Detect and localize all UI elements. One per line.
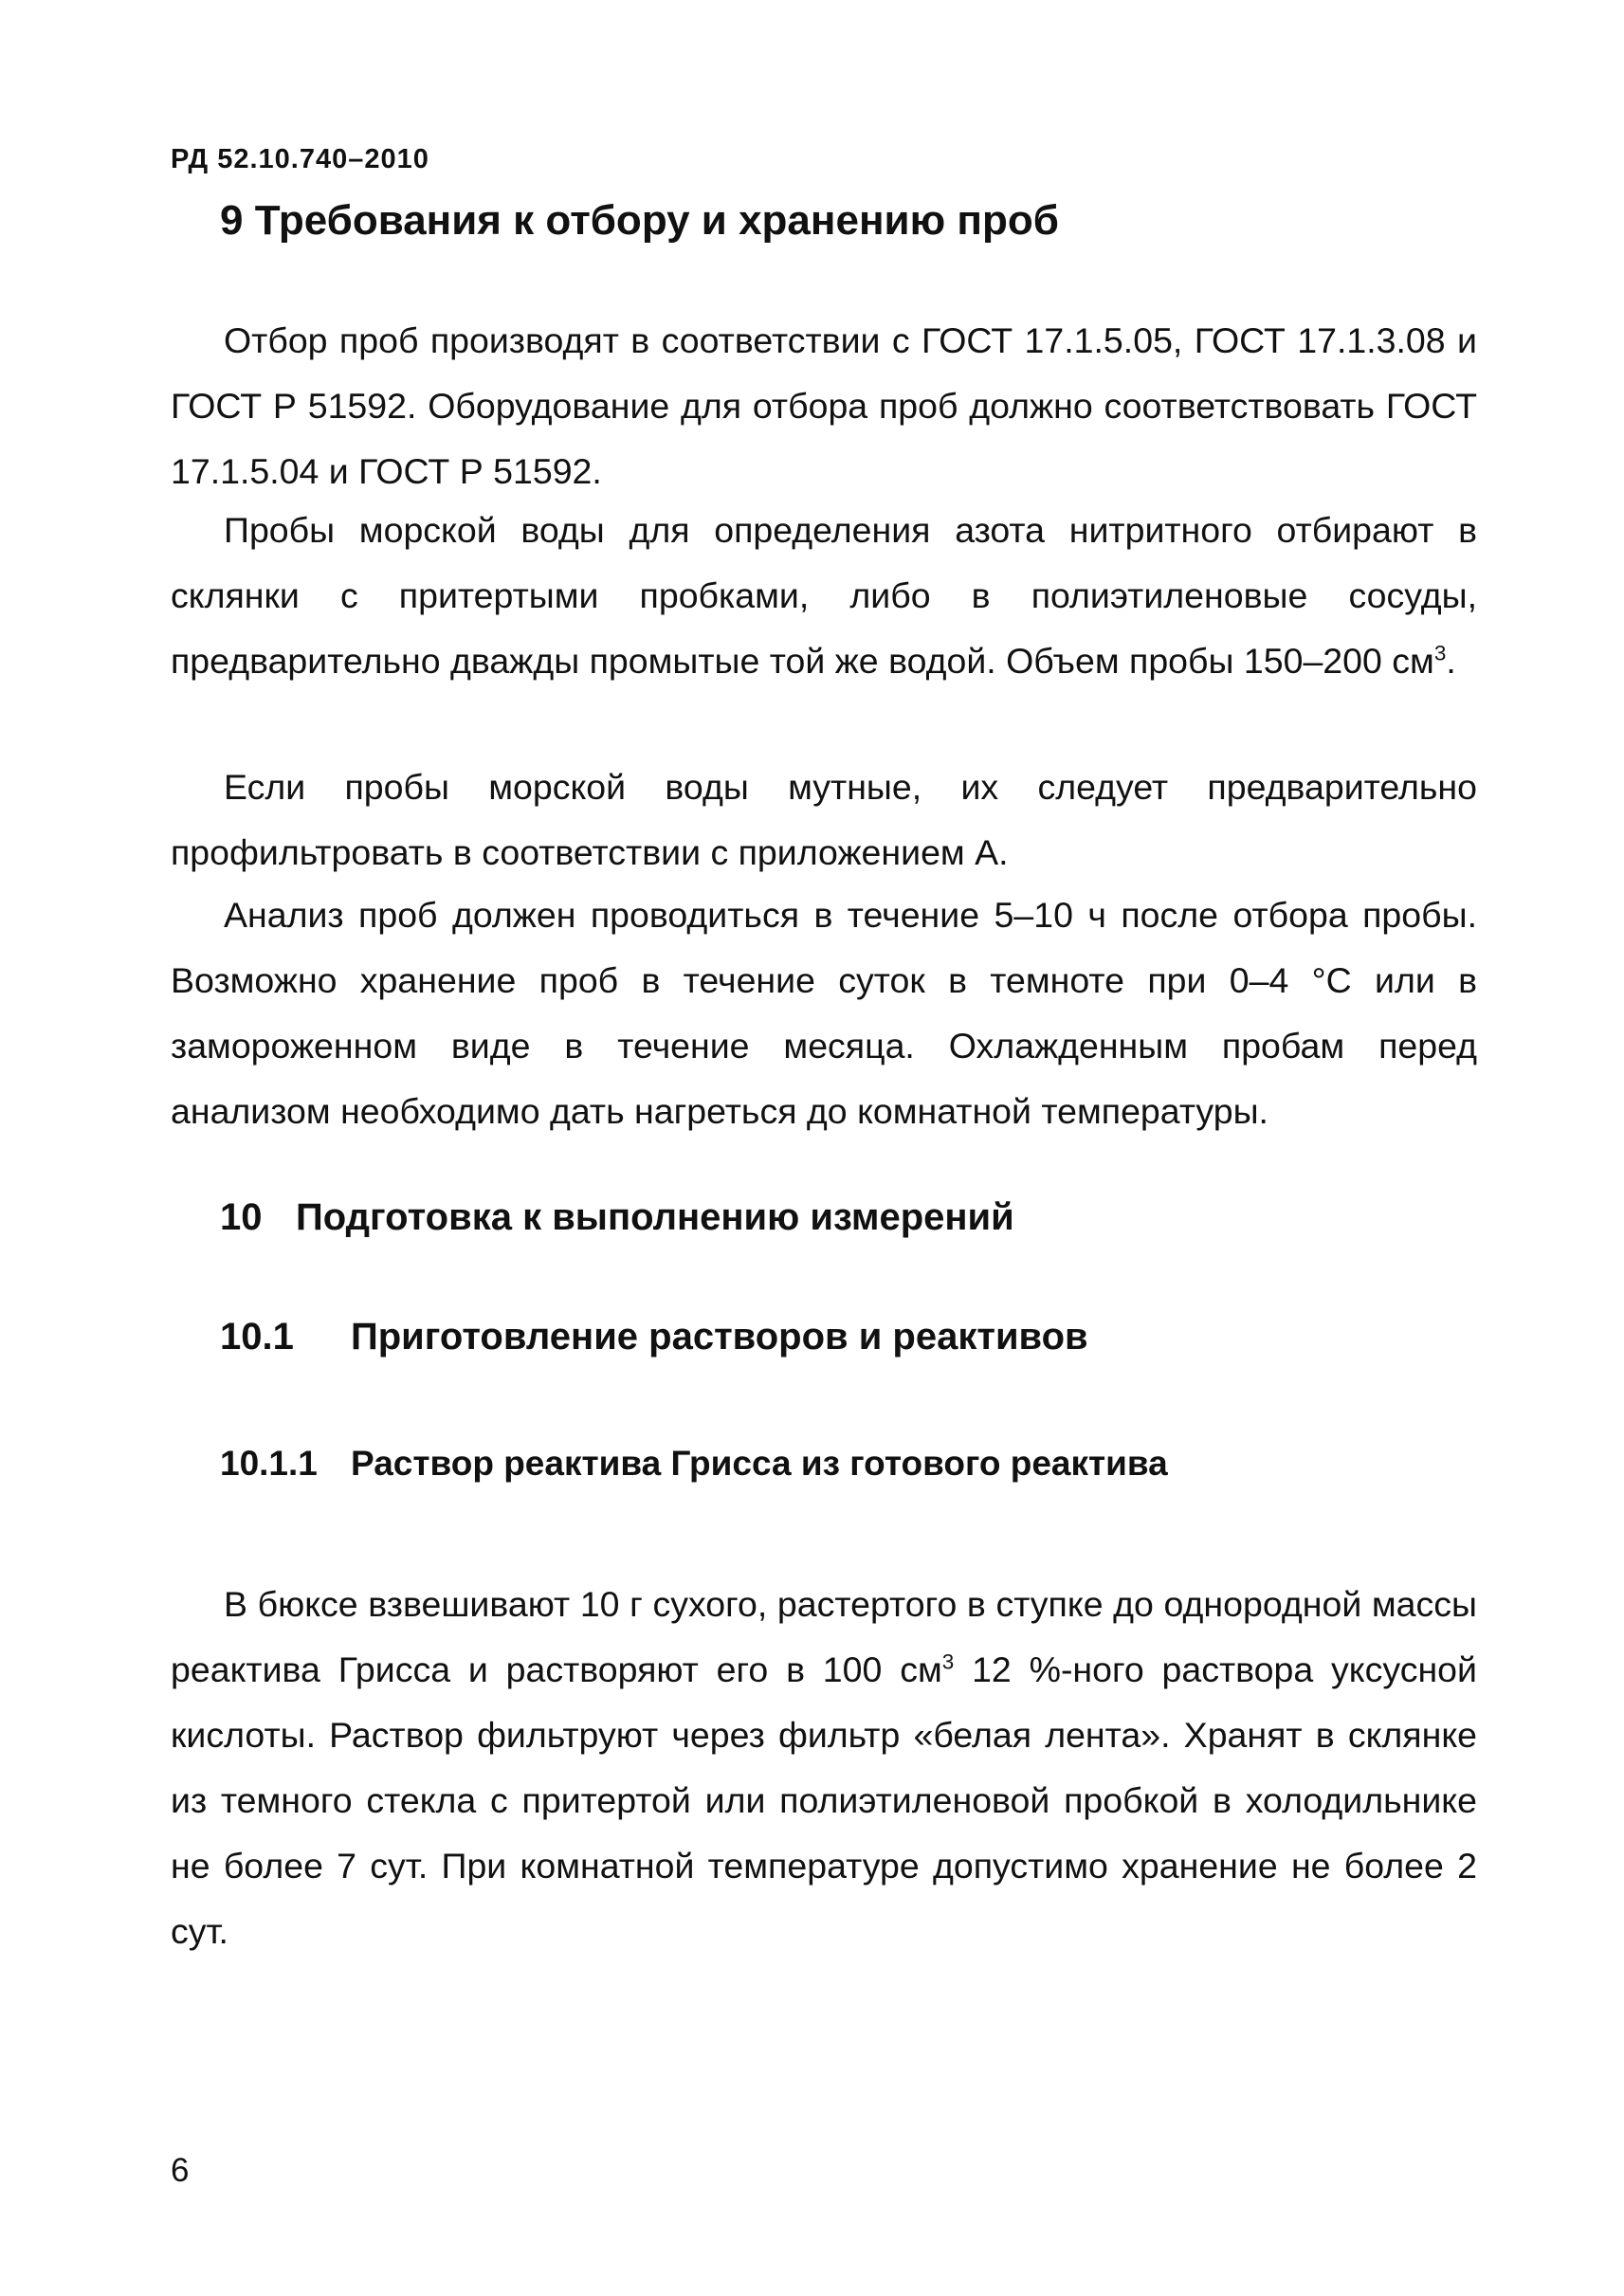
section-9-paragraph-2-end: . bbox=[1446, 641, 1456, 681]
section-9-paragraph-2 bbox=[171, 498, 1477, 694]
section-10-1-1-paragraph-part2: 12 %-ного раствора уксусной кислоты. Раствор фильтруют через фильтр «белая лента». Хранят в склянке из темного стекла с притертой или полиэтиленовой пробкой в холодильнике не более 7 сут. При комнатной температуре допустимо хранение не более 2 сут. bbox=[171, 1649, 1477, 1951]
section-9-paragraph-2-text: Пробы морской воды для определения азота нитритного отбирают в склянки с притертыми пробками, либо в полиэтиленовые сосуды, предварительно дважды промытые той же водой. Объем пробы 150–200 см bbox=[171, 510, 1477, 681]
section-10-1-1-number: 10.1.1 bbox=[220, 1444, 318, 1483]
section-10-1-title: Приготовление растворов и реактивов bbox=[351, 1316, 1088, 1358]
section-10-number: 10 bbox=[220, 1196, 263, 1238]
section-10-1-number: 10.1 bbox=[220, 1316, 294, 1358]
section-9-paragraph-4: Анализ проб должен проводиться в течение 5–10 ч после отбора пробы. Возможно хранение проб в течение суток в темноте при 0–4 °С или в замороженном виде в течение месяца. Охлажденным пробам перед анализом необходимо дать нагреться до комнатной температуры. bbox=[171, 895, 1477, 1131]
section-9-heading: 9 Требования к отбору и хранению проб bbox=[220, 197, 1059, 244]
section-9-paragraph-3: Если пробы морской воды мутные, их следует предварительно профильтровать в соответствии с приложением А. bbox=[171, 767, 1477, 872]
section-10-1-heading bbox=[220, 1316, 1088, 1358]
section-10-title: Подготовка к выполнению измерений bbox=[296, 1196, 1014, 1238]
section-10-1-1-heading bbox=[220, 1444, 1168, 1484]
section-10-1-1-paragraph-part1: В бюксе взвешивают 10 г сухого, растертого в ступке до однородной массы реактива Грисса и растворяют его в 100 см bbox=[171, 1584, 1477, 1689]
section-10-1-1-paragraph bbox=[171, 1572, 1477, 1964]
section-9-paragraph-1: Отбор проб производят в соответствии с ГОСТ 17.1.5.05, ГОСТ 17.1.3.08 и ГОСТ Р 51592. Оборудование для отбора проб должно соответствовать ГОСТ 17.1.5.04 и ГОСТ Р 51592. bbox=[171, 320, 1477, 491]
document-code: РД 52.10.740–2010 bbox=[171, 144, 429, 174]
section-10-1-1-title: Раствор реактива Грисса из готового реактива bbox=[351, 1444, 1168, 1483]
section-10-heading bbox=[220, 1196, 1014, 1239]
cubic-superscript: 3 bbox=[941, 1649, 955, 1674]
page-number: 6 bbox=[171, 2152, 190, 2189]
cubic-superscript: 3 bbox=[1433, 641, 1447, 665]
